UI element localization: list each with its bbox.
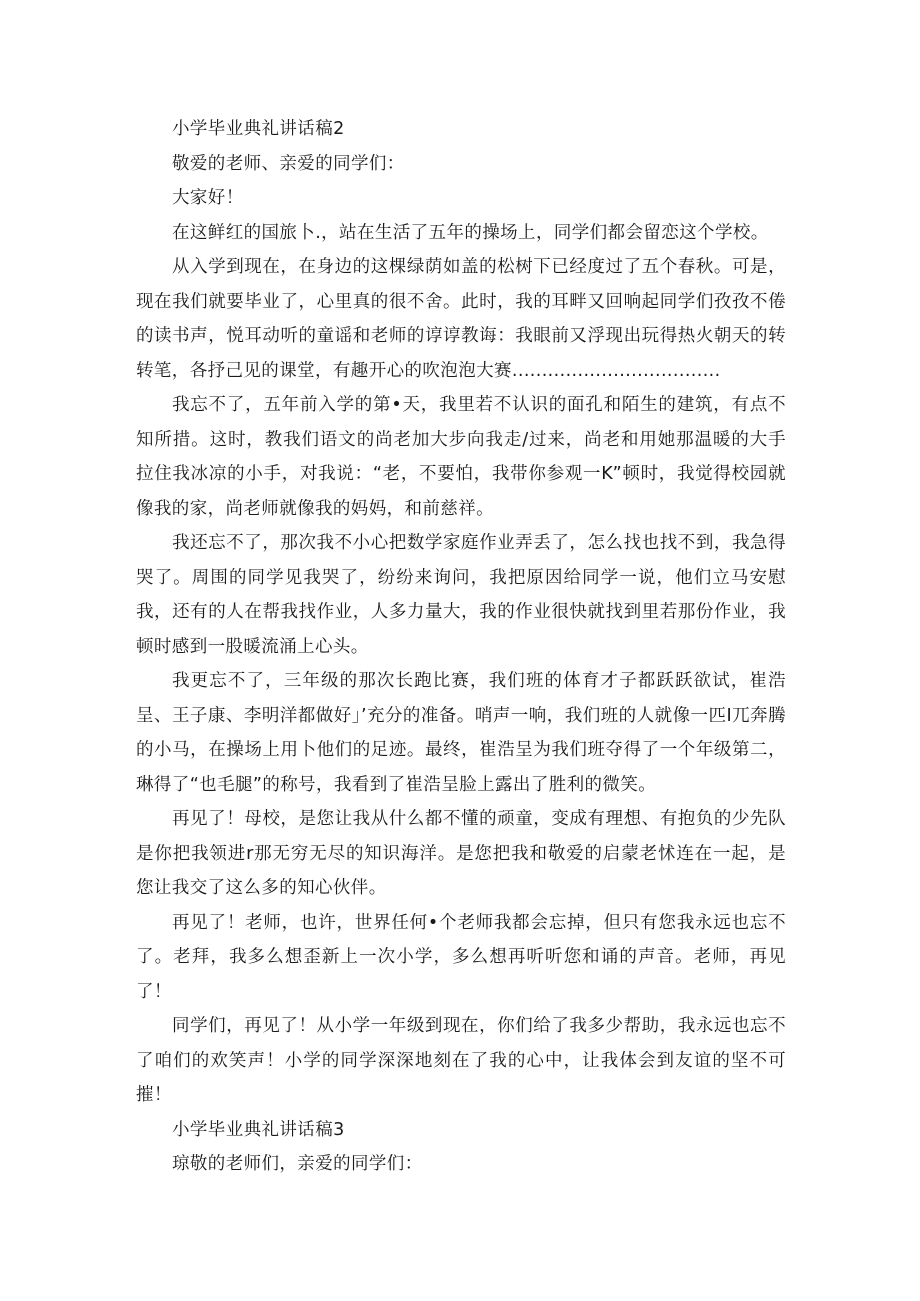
paragraph-race: 我更忘不了，三年级的那次长跑比赛，我们班的体育才子都跃跃欲试，崔浩呈、王子康、李明洋都做好」’充分的准备。哨声一响，我们班的人就像一匹I兀奔腾的小马，在操场上用卜他们的足迹。最终，崔浩呈为我们班夺得了一个年级第二，琳得了“也毛腿”的称号，我看到了崔浩呈脸上露出了胜利的微笑。	[136, 671, 786, 795]
speech-text-block	[136, 112, 786, 1182]
paragraph-first-day: 我忘不了，五年前入学的第•天，我里若不认识的面孔和陌生的建筑，有点不知所措。这时，教我们语文的尚老加大步向我走/过来，尚老和用她那温暖的大手拉住我冰凉的小手，对我说：“老，不要怕，我带你参观一K”顿时，我觉得校园就像我的家，尚老师就像我的妈妈，和前慈祥。	[136, 395, 786, 519]
section-title-3: 小学毕业典礼讲话稿3	[172, 1119, 345, 1140]
salutation: 敬爱的老师、亲爱的同学们：	[172, 153, 405, 174]
paragraph-farewell-classmates: 同学们，再见了！从小学一年级到现在，你们给了我多少帮助，我永远也忘不了咱们的欢笑声！小学的同学深深地刻在了我的心中，让我体会到友谊的坚不可摧！	[136, 1016, 786, 1105]
greeting: 大家好！	[172, 188, 244, 208]
paragraph-flag: 在这鲜红的国旅卜.，站在生活了五年的操场上，同学们都会留恋这个学校。	[172, 222, 769, 243]
salutation-3: 琼敬的老师们，亲爱的同学们：	[172, 1154, 423, 1174]
paragraph-farewell-teacher: 再见了！老师，也许，世界任何•个老师我都会忘掉，但只有您我永远也忘不了。老拜，我多么想歪新上一次小学，多么想再听听您和诵的声音。老师，再见了！	[136, 912, 786, 1002]
paragraph-homework: 我还忘不了，那次我不小心把数学家庭作业弄丢了，怎么找也找不到，我急得哭了。周围的同学见我哭了，纷纷来询问，我把原因给同学一说，他们立马安慰我，还有的人在帮我找作业，人多力量大，我的作业很快就找到里若那份作业，我顿时感到一股暖流涌上心头。	[136, 533, 786, 657]
section-title-2: 小学毕业典礼讲话稿2	[172, 119, 345, 139]
paragraph-farewell-school: 再见了！母校，是您让我从什么都不懂的顽童，变成有理想、有抱负的少先队是你把我领进r那无穷无尽的知识海洋。是您把我和敬爱的启蒙老怵连在一起，是您让我交了这么多的知心伙伴。	[136, 809, 786, 898]
paragraph-memories: 从入学到现在，在身边的这棵绿荫如盖的松树下已经度过了五个春秋。可是，现在我们就要毕业了，心里真的很不舍。此时，我的耳畔又回响起同学们孜孜不倦的读书声，悦耳动听的童谣和老师的谆谆教诲：我眼前又浮现出玩得热火朝天的转转笔，各抒己见的课堂，有趣开心的吹泡泡大赛...................................	[136, 257, 786, 381]
